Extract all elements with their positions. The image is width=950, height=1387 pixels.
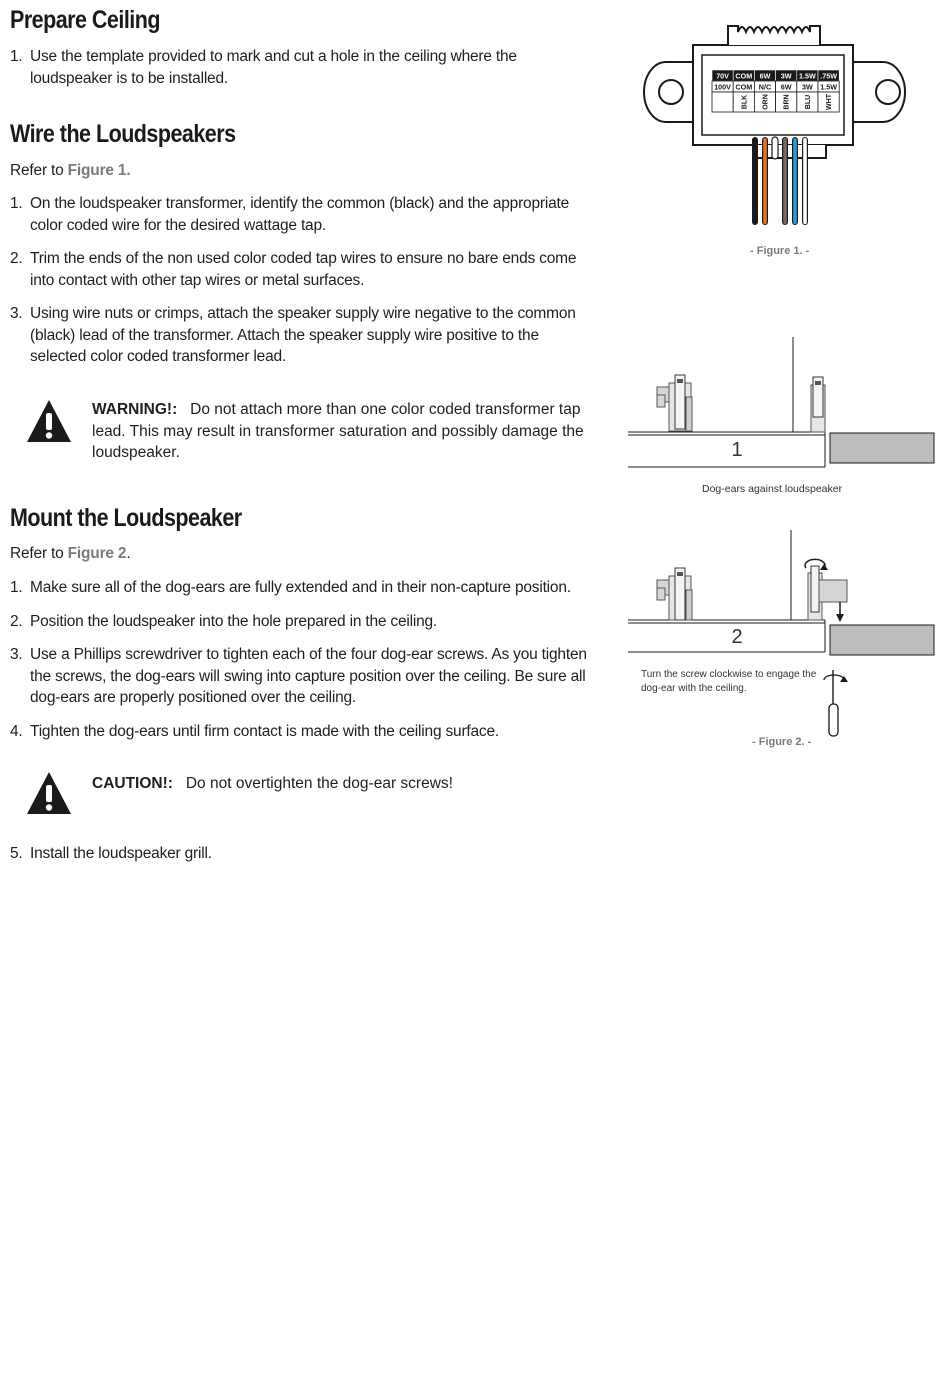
refer-prefix: Refer to [10,162,64,179]
list-item [10,721,592,743]
tap-table-label: 6W [780,82,792,92]
refer-line [10,543,130,565]
step-2-caption [641,668,816,696]
section-heading-prepare-ceiling: Prepare Ceiling [10,6,160,34]
step-text: Tighten the dog-ears until firm contact is made with the ceiling surface. [30,723,500,740]
list-item [10,843,592,865]
section-heading-mount-loudspeaker: Mount the Loudspeaker [10,504,242,532]
caution-text: Do not overtighten the dog-ear screws! [185,775,453,792]
wire-color-label: ORN [762,94,770,110]
warning-text: Do not attach more than one color coded transformer tap lead. This may result in transformer saturation and possibly damage the loudspeaker. [92,401,584,461]
step-number: 1. [10,195,23,212]
step-text: Trim the ends of the non used color coded tap wires to ensure no bare ends come into contact with other tap wires or metal surfaces. [30,250,577,289]
step-number: 1. [10,579,23,596]
refer-suffix: . [126,545,131,562]
section-heading-wire-loudspeakers: Wire the Loudspeakers [10,120,236,148]
step-number: 5. [10,845,23,862]
step-1-number: 1 [731,439,743,461]
dog-ear-captured-diagram [625,528,937,658]
screwdriver-icon [818,668,852,742]
step-number: 3. [10,646,23,663]
tap-table-label: 100V [714,82,731,92]
wire-lead-color [783,138,787,224]
warning-label: WARNING!: [92,401,178,418]
step-1-caption: Dog-ears against loudspeaker [702,483,843,495]
step-text: Install the loudspeaker grill. [30,845,212,862]
step-2-caption-line-2: dog-ear with the ceiling. [641,683,747,694]
tap-table-label: 1.5W [820,82,837,92]
step-text: Use the template provided to mark and cut a hole in the ceiling where the loudspeaker is to be installed. [30,48,517,87]
step-2-number: 2 [731,626,743,648]
caution-icon [25,770,73,816]
wire-lead-color [803,138,807,224]
tap-table-header-label: .75W [820,71,837,81]
step-text: Using wire nuts or crimps, attach the speaker supply wire negative to the common (black) lead of the transformer. Attach the speaker supply wire positive to the selected color coded transformer lead. [30,305,576,365]
tap-table-header-label: 70V [716,71,729,81]
list-item [10,644,592,709]
refer-prefix: Refer to [10,545,64,562]
step-text: Use a Phillips screwdriver to tighten each of the four dog-ear screws. As you tighten the screws, the dog-ears will swing into capture position over the ceiling. Be sure all dog-ears are properly positioned over the ceiling. [30,646,587,706]
list-item [10,193,592,236]
wire-lead-color [793,138,797,224]
list-item [10,577,592,599]
tap-table-header-label: 3W [780,71,792,81]
warning-callout [92,399,587,464]
tap-table-cell [712,92,733,112]
wire-color-label: WHT [826,94,834,110]
step-2-caption-line-1: Turn the screw clockwise to engage the [641,669,817,680]
step-number: 3. [10,305,23,322]
step-text: On the loudspeaker transformer, identify the common (black) and the appropriate color coded wire for the desired wattage tap. [30,195,570,234]
step-number: 2. [10,250,23,267]
transformer-diagram [638,20,933,230]
wire-lead-color [763,138,767,224]
caution-label: CAUTION!: [92,775,173,792]
step-text: Position the loudspeaker into the hole prepared in the ceiling. [30,613,438,630]
wire-color-label: BRN [783,94,791,110]
tap-table-header-label: 1.5W [799,71,816,81]
list-item [10,248,592,291]
wire-lead-color [753,138,757,224]
dog-ear-extended-diagram [625,335,937,475]
step-number: 1. [10,48,23,65]
warning-icon [25,398,73,444]
list-item [10,611,592,633]
figure-2-caption: - Figure 2. - [752,736,812,748]
tap-table-header-label: 6W [759,71,771,81]
figure-1-link[interactable]: Figure 1. [67,162,131,179]
wire-color-label: BLU [804,94,812,110]
wire-color-label: BLK [741,94,749,110]
tap-table-label: COM [735,82,753,92]
list-item [10,303,592,368]
refer-line [10,160,130,182]
list-item [10,46,592,89]
step-text: Make sure all of the dog-ears are fully extended and in their non-capture position. [30,579,571,596]
tap-table-header-label: COM [735,71,753,81]
step-number: 4. [10,723,23,740]
tap-table [712,70,839,112]
tap-table-label: N/C [758,82,772,92]
figure-2-link[interactable]: Figure 2 [67,545,127,562]
figure-1-caption: - Figure 1. - [750,245,810,257]
unused-lead [772,137,778,159]
step-number: 2. [10,613,23,630]
caution-callout [92,773,587,795]
tap-table-label: 3W [802,82,813,92]
